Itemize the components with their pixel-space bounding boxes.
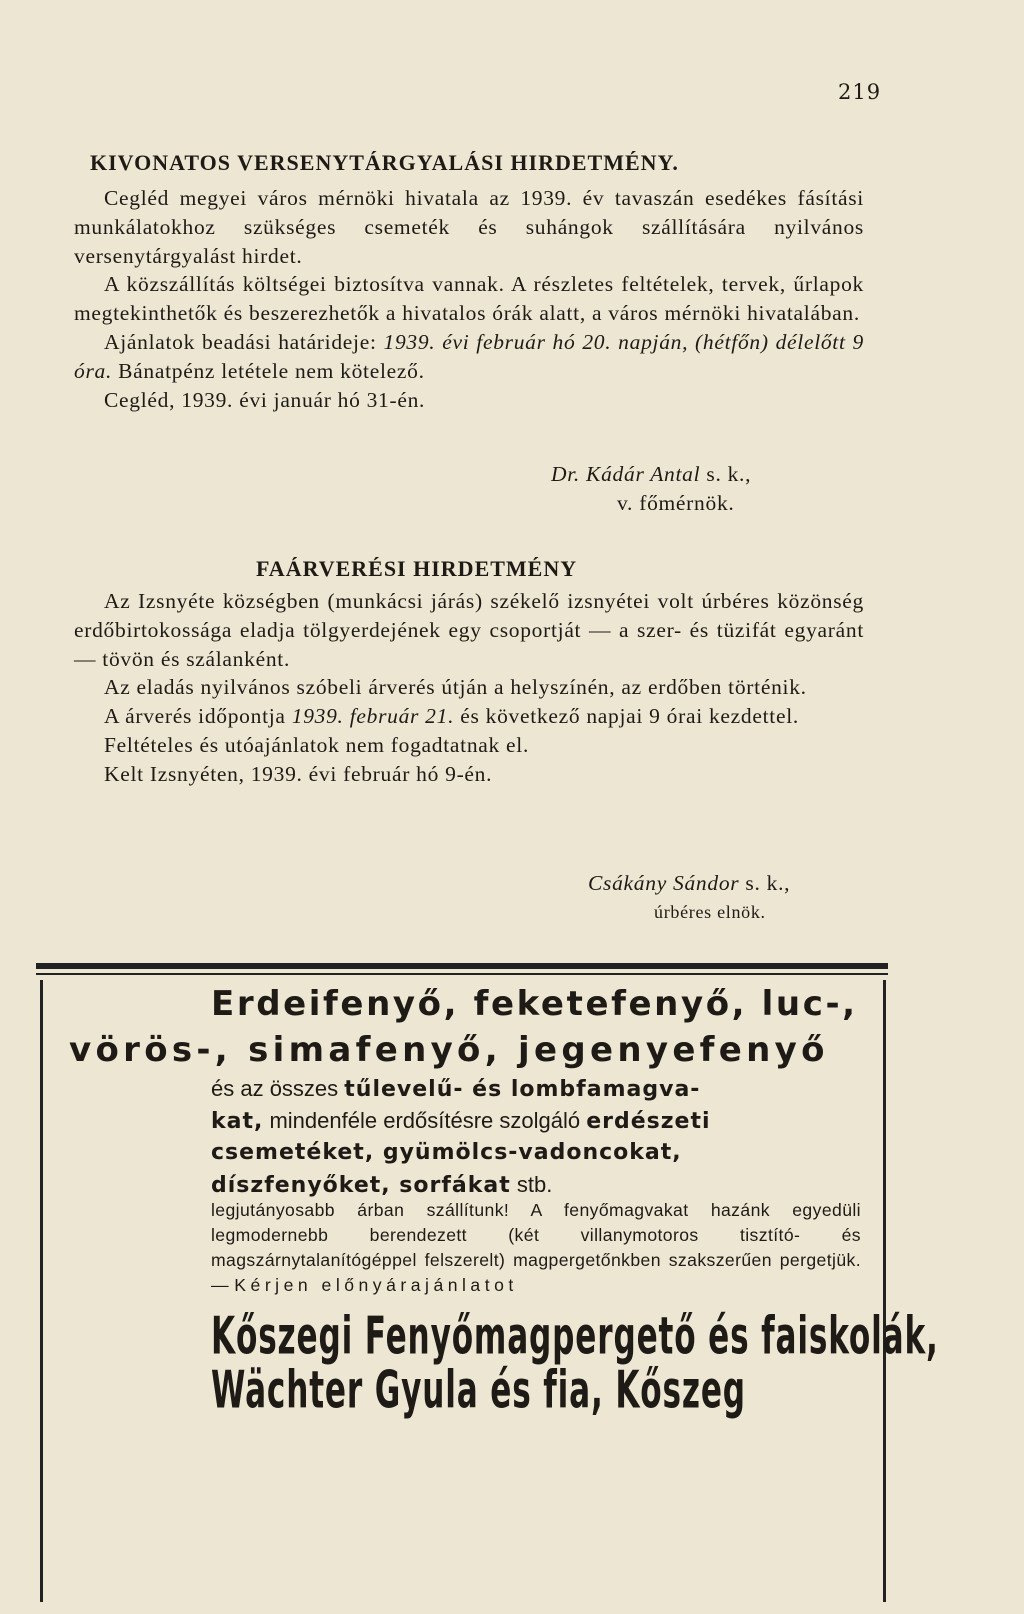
- notice2-auction: [74, 702, 864, 731]
- advert-mixed-line-2: [211, 1106, 861, 1137]
- advert-bold-text: tűlevelű- és lombfamagva-: [344, 1077, 701, 1102]
- advert-line-2: vörös-, simafenyő, jegenyefenyő: [69, 1030, 829, 1070]
- deadline-suffix: Bánatpénz letétele nem kötelező.: [112, 358, 425, 383]
- notice1-signer-title: v. főmérnök.: [617, 491, 735, 515]
- advert-text: stb.: [510, 1172, 553, 1197]
- advert-company-name: Kőszegi Fenyőmagpergető és faiskolák,: [211, 1306, 939, 1366]
- notice2-conditions: Feltételes és utóajánlatok nem fogadtatnak el.: [104, 732, 530, 757]
- signer-suffix: s. k.,: [739, 871, 791, 895]
- notice2-title: FAÁRVERÉSI HIRDETMÉNY: [256, 556, 578, 581]
- notice1-body: [74, 184, 864, 414]
- advert-bold-text: csemetéket, gyümölcs-vadoncokat,: [211, 1140, 682, 1165]
- auction-prefix: A árverés időpontja: [104, 704, 292, 729]
- notice2-paragraph: Az eladás nyilvános szóbeli árverés útján a helyszínén, az erdőben történik.: [104, 675, 807, 700]
- advert-line-1: Erdeifenyő, feketefenyő, luc-,: [211, 984, 858, 1024]
- auction-suffix: és következő napjai 9 órai kezdettel.: [454, 704, 799, 729]
- deadline-prefix: Ajánlatok beadási határideje:: [104, 329, 384, 354]
- page-number: 219: [838, 80, 882, 104]
- notice1-title: KIVONATOS VERSENYTÁRGYALÁSI HIRDETMÉNY.: [90, 150, 679, 175]
- advert-bold-text: kat,: [211, 1109, 264, 1134]
- advert-text: és az összes: [211, 1076, 345, 1101]
- deadline-date: 1939. évi február hó 20. napján, (hétfőn) délelőtt 9 óra.: [74, 329, 864, 383]
- notice1-date-line: Cegléd, 1939. évi január hó 31-én.: [104, 387, 426, 412]
- notice2-date-line: Kelt Izsnyéten, 1939. évi február hó 9-én.: [104, 761, 493, 786]
- advert-mixed-line-1: [211, 1074, 861, 1105]
- auction-date: 1939. február 21.: [291, 704, 455, 729]
- advert-mixed-line-3: [211, 1138, 861, 1168]
- advertisement-box: [40, 980, 939, 1602]
- advert-company-owner: Wächter Gyula és fia, Kőszeg: [211, 1360, 746, 1420]
- notice2-body: [74, 587, 864, 789]
- advert-small-text: [211, 1198, 861, 1298]
- advert-text: mindenféle erdősítésre szolgáló: [263, 1108, 587, 1133]
- notice1-paragraph: Cegléd megyei város mérnöki hivatala az 1939. év tavaszán esedékes fásítási munkálatokhoz szükséges csemeték és suhángok szállítására nyilvános versenytárgyalást hirdet.: [74, 186, 864, 268]
- signer-name: Csákány Sándor: [588, 871, 740, 895]
- signer-name: Dr. Kádár Antal: [551, 462, 701, 486]
- advert-bold-text: erdészeti: [586, 1109, 711, 1134]
- advert-call-to-action: Kérjen előnyárajánlatot: [234, 1275, 518, 1295]
- notice2-signer-title: úrbéres elnök.: [654, 902, 766, 922]
- signer-suffix: s. k.,: [700, 462, 752, 486]
- advert-bold-text: díszfenyőket, sorfákat: [211, 1173, 511, 1198]
- notice2-signature: [588, 871, 790, 896]
- advert-description: legjutányosabb árban szállítunk! A fenyőmagvakat hazánk egyedüli legmodernebb berendezett (két villanymotoros tisztító- és magszárnytalanítógéppel felszerelt) magpergetőnkben szakszerűen pergetjük. —: [211, 1200, 861, 1295]
- notice1-signature: [551, 462, 751, 487]
- notice2-paragraph: Az Izsnyéte községben (munkácsi járás) székelő izsnyétei volt úrbéres közönség erdőbirtokossága eladja tölgyerdejének egy csoportját — a szer- és tüzifát egyaránt — tövön és szálanként.: [74, 589, 864, 671]
- notice1-paragraph: A közszállítás költségei biztosítva vannak. A részletes feltételek, tervek, űrlapok megtekinthetők és beszerezhetők a hivatalos órák alatt, a város mérnöki hivatalában.: [74, 272, 864, 326]
- advert-top-rule-thin: [36, 973, 888, 975]
- advert-top-rule: [36, 963, 888, 969]
- notice1-deadline: [74, 328, 864, 386]
- advert-mixed-line-4: [211, 1170, 861, 1201]
